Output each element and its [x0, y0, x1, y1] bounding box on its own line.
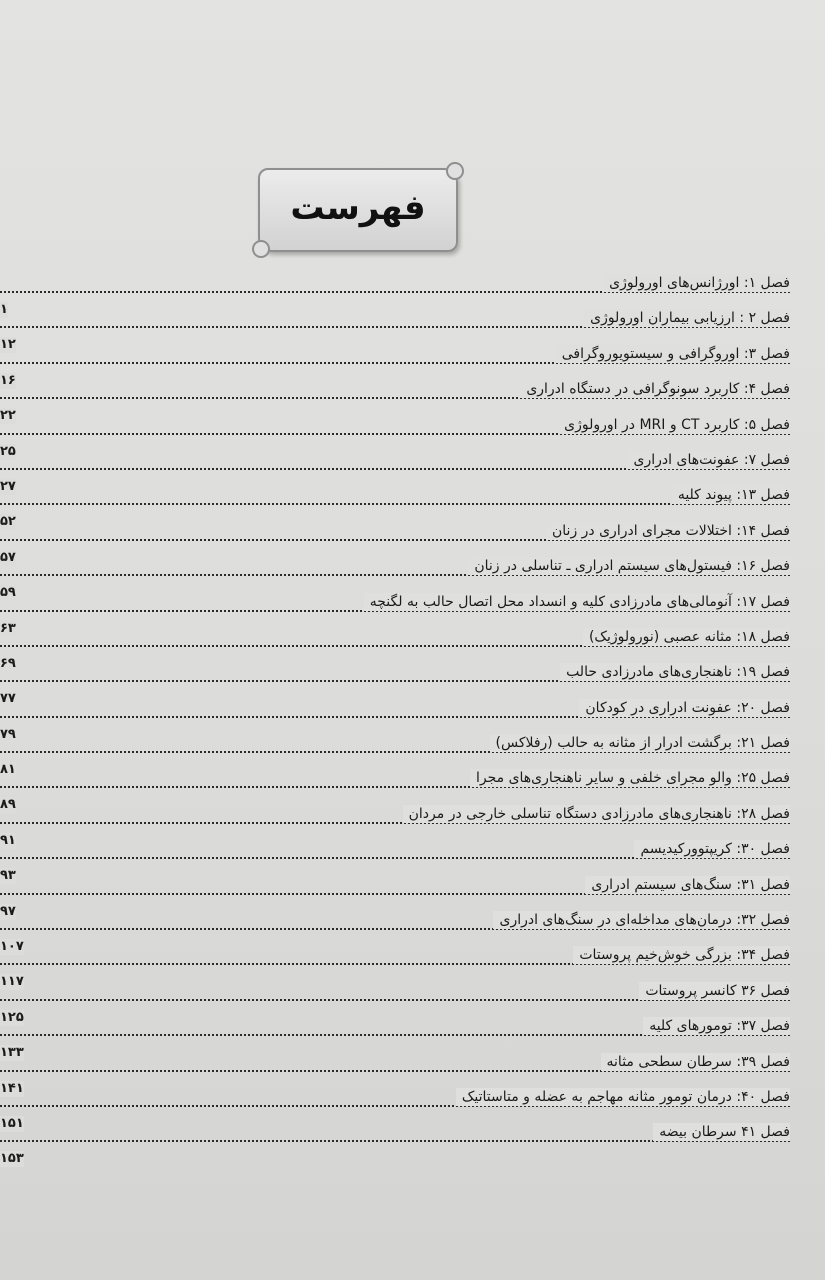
- toc-entry: [0, 655, 825, 707]
- toc-entry-title: فصل ۳۶ کانسر پروستات: [639, 982, 790, 1000]
- toc-entry-title: فصل ۳۰: کریپتوورکیدیسم: [634, 840, 790, 858]
- toc-page-number: ۹۳: [0, 868, 16, 884]
- toc-entry-title: فصل ۲۰: عفونت ادراری در کودکان: [579, 699, 790, 717]
- toc-entry-title: فصل ۱: اورژانس‌های اورولوژی: [603, 274, 790, 292]
- toc-entry-title: فصل ۳۷: تومورهای کلیه: [643, 1017, 790, 1035]
- table-of-contents: [0, 266, 825, 1246]
- toc-page-number: ۱۵۳: [0, 1151, 24, 1167]
- toc-entry: [0, 974, 825, 1025]
- toc-entry: [0, 1009, 825, 1061]
- toc-page-number: ۸۹: [0, 797, 16, 813]
- toc-entry-title: فصل ۲۱: برگشت ادرار از مثانه به حالب (رفلاکس): [490, 734, 790, 752]
- toc-entry-title: فصل ۴۰: درمان تومور مثانه مهاجم به عضله و متاستاتیک: [456, 1088, 790, 1106]
- toc-entry: [0, 938, 825, 990]
- toc-entry: [0, 691, 825, 742]
- toc-page-number: ۱۳۳: [0, 1045, 24, 1061]
- toc-page-number: ۸۱: [0, 762, 16, 778]
- toc-entry-title: فصل ۱۶: فیستول‌های سیستم ادراری ـ تناسلی در زنان: [468, 557, 790, 575]
- toc-entry: [0, 1080, 825, 1131]
- toc-page-number: ۲۷: [0, 478, 16, 494]
- toc-page-number: ۱: [0, 302, 8, 317]
- toc-page-number: ۶۳: [0, 620, 16, 636]
- toc-entry-title: فصل ۱۸: مثانه عصبی (نورولوژیک): [583, 628, 790, 646]
- toc-page-number: ۵۹: [0, 585, 16, 601]
- toc-entry-title: فصل ۳۲: درمان‌های مداخله‌ای در سنگ‌های ادراری: [493, 911, 790, 929]
- toc-page-number: ۵۲: [0, 514, 16, 530]
- toc-page-number: ۷۹: [0, 726, 16, 742]
- toc-entry: [0, 301, 825, 353]
- toc-page-number: ۶۹: [0, 655, 16, 671]
- toc-entry-title: فصل ۲۸: ناهنجاری‌های مادرزادی دستگاه تناسلی خارجی در مردان: [403, 805, 790, 823]
- toc-entry-title: فصل ۱۷: آنومالی‌های مادرزادی کلیه و انسداد محل اتصال حالب به لگنچه: [364, 593, 790, 611]
- title-scroll-banner: [258, 168, 458, 252]
- toc-entry-title: فصل ۱۳: پیوند کلیه: [672, 486, 790, 504]
- toc-entry: [0, 797, 825, 848]
- toc-entry: [0, 726, 825, 778]
- toc-page-number: ۲۵: [0, 443, 16, 459]
- toc-page-number: ۲۲: [0, 408, 16, 424]
- toc-page-number: ۱۶: [0, 372, 16, 388]
- toc-entry: [0, 266, 825, 317]
- toc-page-number: ۹۷: [0, 903, 16, 919]
- toc-entry-title: فصل ۴۱ سرطان بیضه: [653, 1123, 790, 1141]
- toc-entry-title: فصل ۳: اوروگرافی و سیستویوروگرافی: [556, 345, 790, 363]
- toc-entry-title: فصل ۷: عفونت‌های ادراری: [628, 451, 790, 469]
- toc-entry: [0, 832, 825, 884]
- toc-page-number: ۹۱: [0, 832, 16, 848]
- toc-entry: [0, 1115, 825, 1167]
- toc-entry: [0, 443, 825, 494]
- toc-page-number: ۵۷: [0, 549, 16, 565]
- toc-entry: [0, 868, 825, 919]
- toc-entry-title: فصل ۳۱: سنگ‌های سیستم ادراری: [585, 876, 790, 894]
- toc-entry-title: فصل ۱۹: ناهنجاری‌های مادرزادی حالب: [560, 663, 790, 681]
- toc-entry-title: فصل ۵: کاربرد CT و MRI در اورولوژی: [558, 416, 790, 434]
- toc-entry-title: فصل ۴: کاربرد سونوگرافی در دستگاه ادراری: [520, 380, 790, 398]
- toc-page-number: ۱۰۷: [0, 939, 24, 955]
- toc-entry: [0, 761, 825, 813]
- toc-entry: [0, 514, 825, 565]
- page-title: فهرست: [290, 188, 426, 228]
- toc-entry: [0, 1045, 825, 1096]
- toc-entry: [0, 903, 825, 955]
- toc-entry: [0, 478, 825, 530]
- toc-page-number: ۱۱۷: [0, 974, 24, 990]
- toc-page-number: ۱۲: [0, 337, 16, 353]
- toc-entry-title: فصل ۳۴: بزرگی خوش‌خیم پروستات: [573, 946, 790, 964]
- toc-entry-title: فصل ۳۹: سرطان سطحی مثانه: [601, 1053, 790, 1071]
- toc-page-number: ۱۲۵: [0, 1009, 24, 1025]
- toc-entry: [0, 408, 825, 459]
- toc-page-number: ۱۵۱: [0, 1115, 24, 1131]
- toc-entry: [0, 585, 825, 636]
- toc-entry: [0, 372, 825, 424]
- toc-page-number: ۱۴۱: [0, 1080, 24, 1096]
- toc-page-number: ۷۷: [0, 691, 16, 707]
- toc-entry: [0, 620, 825, 671]
- toc-entry: [0, 337, 825, 388]
- toc-entry-title: فصل ۲ : ارزیابی بیماران اورولوژی: [584, 309, 790, 327]
- toc-entry-title: فصل ۲۵: والو مجرای خلفی و سایر ناهنجاری‌های مجرا: [470, 769, 790, 787]
- toc-entry-title: فصل ۱۴: اختلالات مجرای ادراری در زنان: [546, 522, 790, 540]
- toc-entry: [0, 549, 825, 601]
